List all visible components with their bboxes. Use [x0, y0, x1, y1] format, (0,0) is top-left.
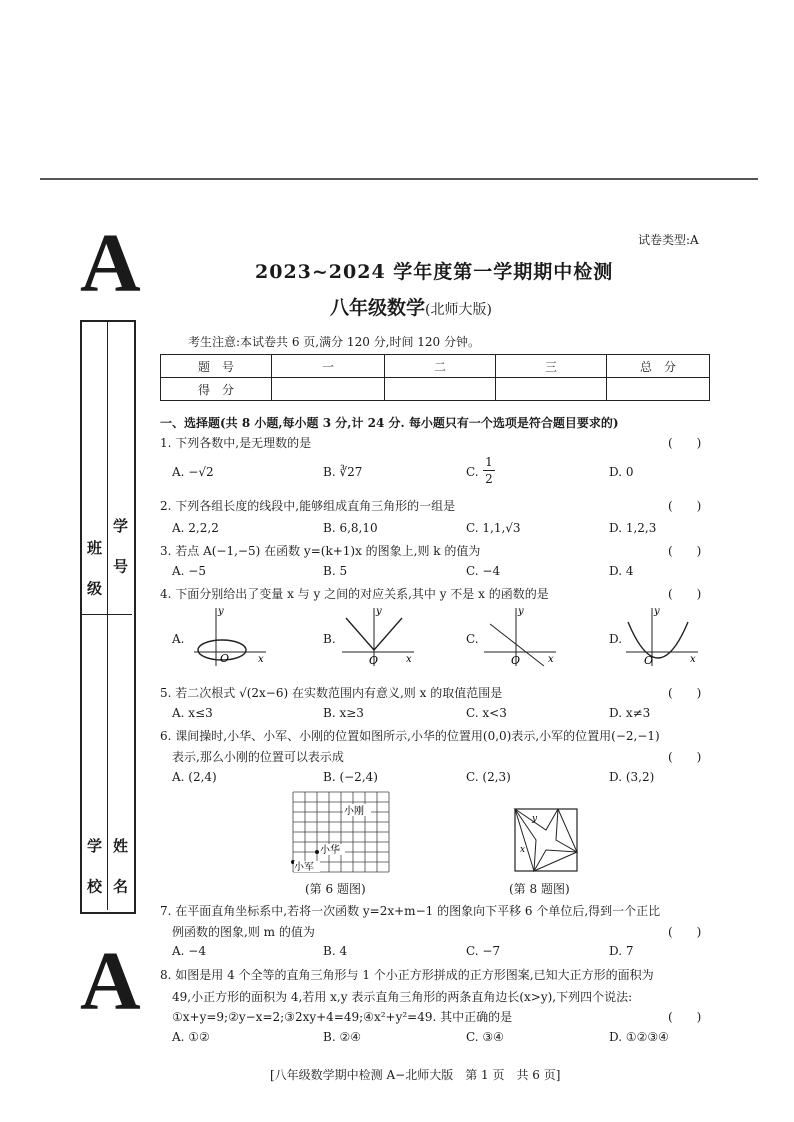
q4-graph-d [622, 604, 702, 668]
q3-stem: 3. 若点 A(−1,−5) 在函数 y=(k+1)x 的图象上,则 k 的值为 [160, 544, 481, 558]
exam-title: 2023~2024 学年度第一学期期中检测 [255, 261, 614, 283]
xiaohua-point [315, 850, 319, 854]
class-label: 班 级 [85, 540, 103, 606]
xiaojun-label: 小军 [294, 862, 314, 873]
page-footer: [八年级数学期中检测 A−北师大版 第 1 页 共 6 页] [270, 1068, 561, 1082]
q1-stem: 1. 下列各数中,是无理数的是 [160, 436, 312, 450]
q8-answer-blank[interactable]: ( ) [668, 1010, 702, 1024]
score-cell-part1: 一 [272, 355, 385, 378]
score-cell-part3: 三 [496, 355, 607, 378]
q1-option-d[interactable]: D. 0 [609, 465, 634, 479]
q8-option-d[interactable]: D. ①②③④ [609, 1030, 669, 1044]
graph-d-x-label: x [690, 654, 696, 665]
score-cell-total: 总 分 [607, 355, 710, 378]
grid-lines [293, 792, 389, 872]
graph-a-y-label: y [218, 606, 224, 617]
q4-option-b[interactable]: B. [323, 632, 336, 646]
q5-option-a[interactable]: A. x≤3 [172, 706, 213, 720]
q6-stem-line1: 6. 课间操时,小华、小军、小刚的位置如图所示,小华的位置用(0,0)表示,小军的位置用(−2,−1) [160, 729, 660, 743]
score-cell-part2: 二 [385, 355, 496, 378]
q2-stem: 2. 下列各组长度的线段中,能够组成直角三角形的一组是 [160, 499, 456, 513]
q6-answer-blank[interactable]: ( ) [668, 750, 702, 764]
score-table-header-row [161, 355, 710, 378]
q1-c-numerator: 1 [485, 455, 493, 469]
score-row-label: 得 分 [161, 378, 272, 401]
top-rule [40, 178, 758, 180]
student-id-label: 学 号 [111, 518, 129, 584]
section-heading: 一、选择题(共 8 小题,每小题 3 分,计 24 分. 每小题只有一个选项是符合题目要求的) [160, 416, 619, 430]
q6-option-a[interactable]: A. (2,4) [172, 770, 217, 784]
q4-stem: 4. 下面分别给出了变量 x 与 y 之间的对应关系,其中 y 不是 x 的函数的是 [160, 587, 549, 601]
triangle-bottom [534, 850, 577, 871]
paper-letter-bottom: A [80, 935, 141, 1028]
q2-option-d[interactable]: D. 1,2,3 [609, 521, 657, 535]
q1-option-c[interactable]: C. [466, 465, 479, 479]
q4-graph-b [338, 604, 418, 668]
q8-stem-line2: 49,小正方形的面积为 4,若用 x,y 表示直角三角形的两条直角边长(x>y),下列四个说法: [172, 990, 633, 1004]
q4-graph-c [480, 604, 560, 668]
exam-subject [330, 293, 492, 320]
q3-option-c[interactable]: C. −4 [466, 564, 501, 578]
graph-b-x-label: x [406, 654, 412, 665]
q3-option-a[interactable]: A. −5 [172, 564, 206, 578]
graph-a-x-label: x [258, 654, 264, 665]
graph-d-y-label: y [654, 606, 660, 617]
q7-option-d[interactable]: D. 7 [609, 944, 634, 958]
q6-option-d[interactable]: D. (3,2) [609, 770, 655, 784]
q6-stem-line2: 表示,那么小刚的位置可以表示成 [172, 750, 344, 764]
name-label: 姓 名 [111, 838, 129, 904]
figure-6-grid [289, 790, 393, 874]
q4-option-d[interactable]: D. [609, 632, 623, 646]
score-table [160, 354, 710, 401]
graph-c-x-label: x [548, 654, 554, 665]
q5-stem: 5. 若二次根式 √(2x−6) 在实数范围内有意义,则 x 的取值范围是 [160, 686, 503, 700]
q7-stem-line2: 例函数的图象,则 m 的值为 [172, 925, 315, 939]
graph-c-y-label: y [518, 606, 524, 617]
q5-option-b[interactable]: B. x≥3 [323, 706, 364, 720]
figure-8-square [512, 806, 580, 874]
subject-edition: (北师大版) [425, 302, 492, 318]
fig8-y-label: y [532, 814, 538, 824]
q4-option-a[interactable]: A. [172, 632, 185, 646]
triangle-right [556, 809, 577, 852]
q1-option-b[interactable]: B. ∛27 [323, 465, 363, 479]
xiaohua-label: 小华 [320, 845, 340, 856]
score-blank-total[interactable] [607, 378, 710, 401]
q2-option-c[interactable]: C. 1,1,√3 [466, 521, 521, 535]
xiaogang-label: 小刚 [344, 806, 364, 817]
paper-type: 试卷类型:A [638, 233, 699, 247]
graph-d-parabola [628, 622, 688, 658]
score-table-score-row [161, 378, 710, 401]
figure-8-caption: (第 8 题图) [509, 882, 570, 896]
score-blank-1[interactable] [272, 378, 385, 401]
student-info-sidebar [80, 320, 136, 914]
q8-stem-line1: 8. 如图是用 4 个全等的直角三角形与 1 个小正方形拼成的正方形图案,已知大正方形的面积为 [160, 968, 654, 982]
q2-option-a[interactable]: A. 2,2,2 [172, 521, 219, 535]
graph-b-y-label: y [376, 606, 382, 617]
graph-b-origin: O [369, 654, 379, 667]
sidebar-divider-vertical [107, 322, 108, 910]
graph-a-origin: O [220, 652, 230, 665]
q7-stem-line1: 7. 在平面直角坐标系中,若将一次函数 y=2x+m−1 的图象向下平移 6 个单位后,得到一个正比 [160, 904, 661, 918]
figure-6-caption: (第 6 题图) [305, 882, 366, 896]
graph-d-origin: O [644, 654, 654, 667]
exam-notice: 考生注意:本试卷共 6 页,满分 120 分,时间 120 分钟。 [188, 335, 481, 349]
q8-stem-line3: ①x+y=9;②y−x=2;③2xy+4=49;④x²+y²=49. 其中正确的是 [172, 1010, 513, 1024]
q1-c-denominator: 2 [485, 472, 493, 486]
q4-graph-a [190, 604, 270, 668]
q8-option-c[interactable]: C. ③④ [466, 1030, 504, 1044]
graph-c-origin: O [511, 654, 521, 667]
q5-answer-blank[interactable]: ( ) [668, 686, 702, 700]
score-blank-2[interactable] [385, 378, 496, 401]
q7-option-c[interactable]: C. −7 [466, 944, 501, 958]
q8-option-a[interactable]: A. ①② [172, 1030, 210, 1044]
q1-answer-blank[interactable]: ( ) [668, 436, 702, 450]
q3-answer-blank[interactable]: ( ) [668, 544, 702, 558]
q3-option-d[interactable]: D. 4 [609, 564, 634, 578]
q1-option-a[interactable]: A. −√2 [172, 465, 214, 479]
fig8-x-label: x [520, 845, 526, 855]
q6-option-c[interactable]: C. (2,3) [466, 770, 511, 784]
subject-name: 八年级数学 [330, 297, 426, 319]
score-cell-title: 题 号 [161, 355, 272, 378]
q3-option-b[interactable]: B. 5 [323, 564, 348, 578]
q7-option-a[interactable]: A. −4 [172, 944, 206, 958]
sidebar-divider-horizontal [82, 614, 132, 615]
q8-option-b[interactable]: B. ②④ [323, 1030, 361, 1044]
school-label: 学 校 [85, 838, 103, 904]
q2-answer-blank[interactable]: ( ) [668, 499, 702, 513]
q5-option-c[interactable]: C. x<3 [466, 706, 507, 720]
q1-c-fraction-bar [483, 470, 495, 471]
q4-answer-blank[interactable]: ( ) [668, 587, 702, 601]
q5-option-d[interactable]: D. x≠3 [609, 706, 651, 720]
paper-letter-top: A [80, 217, 141, 310]
score-blank-3[interactable] [496, 378, 607, 401]
q2-option-b[interactable]: B. 6,8,10 [323, 521, 378, 535]
q6-option-b[interactable]: B. (−2,4) [323, 770, 378, 784]
q7-answer-blank[interactable]: ( ) [668, 925, 702, 939]
q7-option-b[interactable]: B. 4 [323, 944, 348, 958]
q4-option-c[interactable]: C. [466, 632, 479, 646]
